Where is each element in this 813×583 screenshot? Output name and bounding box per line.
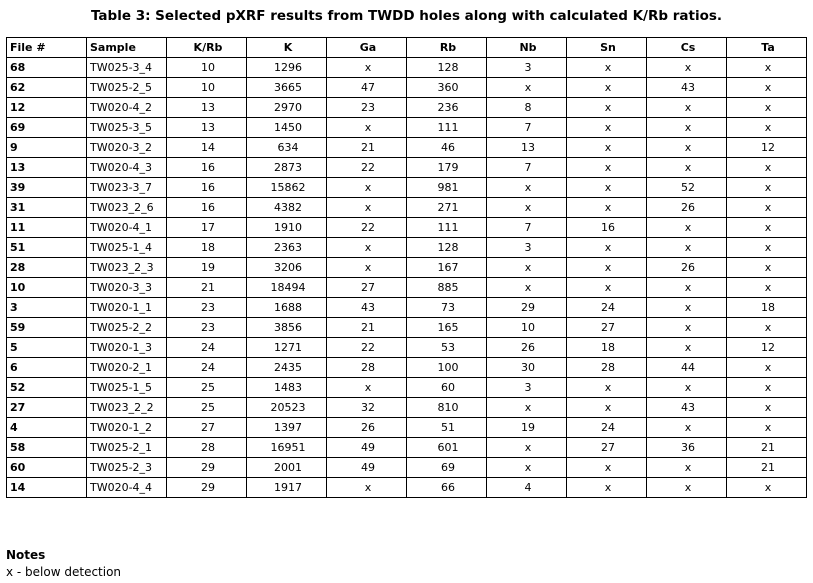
cell-ta: x bbox=[727, 198, 807, 218]
cell-file-number: 39 bbox=[7, 178, 87, 198]
cell-file-number: 59 bbox=[7, 318, 87, 338]
cell-ga: 22 bbox=[327, 338, 407, 358]
cell-sample: TW020-3_3 bbox=[87, 278, 167, 298]
cell-file-number: 3 bbox=[7, 298, 87, 318]
table-row bbox=[7, 438, 807, 458]
column-header-nb: Nb bbox=[487, 38, 567, 58]
cell-sample: TW023_2_3 bbox=[87, 258, 167, 278]
cell-nb: 30 bbox=[487, 358, 567, 378]
cell-k-rb-ratio: 14 bbox=[167, 138, 247, 158]
cell-ta: x bbox=[727, 378, 807, 398]
cell-file-number: 14 bbox=[7, 478, 87, 498]
cell-sn: 16 bbox=[567, 218, 647, 238]
cell-file-number: 10 bbox=[7, 278, 87, 298]
cell-cs: x bbox=[647, 298, 727, 318]
cell-k-rb-ratio: 16 bbox=[167, 198, 247, 218]
cell-nb: 26 bbox=[487, 338, 567, 358]
cell-sn: 24 bbox=[567, 298, 647, 318]
cell-file-number: 11 bbox=[7, 218, 87, 238]
cell-file-number: 5 bbox=[7, 338, 87, 358]
cell-cs: x bbox=[647, 98, 727, 118]
cell-rb: 167 bbox=[407, 258, 487, 278]
table-row bbox=[7, 338, 807, 358]
cell-k: 1450 bbox=[247, 118, 327, 138]
cell-rb: 360 bbox=[407, 78, 487, 98]
cell-sample: TW025-2_3 bbox=[87, 458, 167, 478]
cell-sn: x bbox=[567, 178, 647, 198]
column-header-sample: Sample bbox=[87, 38, 167, 58]
cell-sn: 24 bbox=[567, 418, 647, 438]
cell-k-rb-ratio: 19 bbox=[167, 258, 247, 278]
cell-k-rb-ratio: 27 bbox=[167, 418, 247, 438]
cell-cs: x bbox=[647, 478, 727, 498]
cell-cs: x bbox=[647, 218, 727, 238]
cell-ga: x bbox=[327, 198, 407, 218]
cell-nb: 13 bbox=[487, 138, 567, 158]
cell-k: 2363 bbox=[247, 238, 327, 258]
cell-sample: TW025-3_5 bbox=[87, 118, 167, 138]
table-row bbox=[7, 418, 807, 438]
cell-k: 3665 bbox=[247, 78, 327, 98]
cell-k: 4382 bbox=[247, 198, 327, 218]
cell-ta: x bbox=[727, 178, 807, 198]
cell-sample: TW020-4_2 bbox=[87, 98, 167, 118]
cell-cs: x bbox=[647, 318, 727, 338]
cell-nb: 19 bbox=[487, 418, 567, 438]
cell-rb: 236 bbox=[407, 98, 487, 118]
results-table bbox=[6, 37, 807, 498]
cell-k-rb-ratio: 24 bbox=[167, 358, 247, 378]
cell-sample: TW025-2_2 bbox=[87, 318, 167, 338]
cell-k-rb-ratio: 24 bbox=[167, 338, 247, 358]
column-header-rb: Rb bbox=[407, 38, 487, 58]
notes-heading: Notes bbox=[6, 548, 46, 562]
cell-k: 1296 bbox=[247, 58, 327, 78]
cell-k-rb-ratio: 17 bbox=[167, 218, 247, 238]
cell-sample: TW020-1_1 bbox=[87, 298, 167, 318]
cell-k: 1688 bbox=[247, 298, 327, 318]
cell-ta: x bbox=[727, 418, 807, 438]
cell-ga: x bbox=[327, 58, 407, 78]
cell-file-number: 68 bbox=[7, 58, 87, 78]
cell-rb: 128 bbox=[407, 238, 487, 258]
cell-ta: 21 bbox=[727, 458, 807, 478]
cell-ta: x bbox=[727, 78, 807, 98]
table-row bbox=[7, 178, 807, 198]
cell-file-number: 31 bbox=[7, 198, 87, 218]
cell-sn: x bbox=[567, 138, 647, 158]
cell-ga: 21 bbox=[327, 138, 407, 158]
cell-rb: 981 bbox=[407, 178, 487, 198]
cell-file-number: 51 bbox=[7, 238, 87, 258]
cell-ga: 43 bbox=[327, 298, 407, 318]
cell-k-rb-ratio: 13 bbox=[167, 98, 247, 118]
column-header-k: K bbox=[247, 38, 327, 58]
cell-cs: x bbox=[647, 138, 727, 158]
cell-ga: 28 bbox=[327, 358, 407, 378]
cell-rb: 66 bbox=[407, 478, 487, 498]
cell-ga: 26 bbox=[327, 418, 407, 438]
cell-k-rb-ratio: 25 bbox=[167, 378, 247, 398]
cell-k-rb-ratio: 16 bbox=[167, 158, 247, 178]
cell-sample: TW023-3_7 bbox=[87, 178, 167, 198]
cell-nb: 8 bbox=[487, 98, 567, 118]
cell-sn: x bbox=[567, 158, 647, 178]
cell-ta: 21 bbox=[727, 438, 807, 458]
cell-sample: TW023_2_6 bbox=[87, 198, 167, 218]
cell-ta: x bbox=[727, 158, 807, 178]
cell-sn: x bbox=[567, 398, 647, 418]
cell-k: 1271 bbox=[247, 338, 327, 358]
cell-k-rb-ratio: 29 bbox=[167, 478, 247, 498]
cell-ga: 32 bbox=[327, 398, 407, 418]
cell-sample: TW025-2_5 bbox=[87, 78, 167, 98]
cell-sn: x bbox=[567, 238, 647, 258]
cell-rb: 810 bbox=[407, 398, 487, 418]
cell-k: 3206 bbox=[247, 258, 327, 278]
cell-rb: 60 bbox=[407, 378, 487, 398]
cell-nb: x bbox=[487, 258, 567, 278]
notes-section bbox=[6, 547, 121, 581]
cell-rb: 100 bbox=[407, 358, 487, 378]
cell-sample: TW023_2_2 bbox=[87, 398, 167, 418]
cell-k-rb-ratio: 13 bbox=[167, 118, 247, 138]
cell-k-rb-ratio: 25 bbox=[167, 398, 247, 418]
cell-sn: x bbox=[567, 58, 647, 78]
cell-cs: x bbox=[647, 238, 727, 258]
cell-rb: 271 bbox=[407, 198, 487, 218]
cell-file-number: 60 bbox=[7, 458, 87, 478]
cell-ta: x bbox=[727, 118, 807, 138]
cell-k-rb-ratio: 29 bbox=[167, 458, 247, 478]
cell-sn: x bbox=[567, 458, 647, 478]
cell-rb: 111 bbox=[407, 218, 487, 238]
cell-k: 18494 bbox=[247, 278, 327, 298]
cell-k: 2873 bbox=[247, 158, 327, 178]
cell-file-number: 52 bbox=[7, 378, 87, 398]
table-row bbox=[7, 478, 807, 498]
cell-rb: 53 bbox=[407, 338, 487, 358]
table-row bbox=[7, 378, 807, 398]
cell-sn: x bbox=[567, 118, 647, 138]
cell-k-rb-ratio: 23 bbox=[167, 298, 247, 318]
cell-nb: 4 bbox=[487, 478, 567, 498]
cell-rb: 165 bbox=[407, 318, 487, 338]
cell-ga: 49 bbox=[327, 458, 407, 478]
cell-nb: 29 bbox=[487, 298, 567, 318]
table-row bbox=[7, 458, 807, 478]
cell-k: 15862 bbox=[247, 178, 327, 198]
cell-cs: 36 bbox=[647, 438, 727, 458]
cell-ta: x bbox=[727, 278, 807, 298]
cell-ta: 18 bbox=[727, 298, 807, 318]
cell-ta: x bbox=[727, 98, 807, 118]
cell-nb: x bbox=[487, 458, 567, 478]
cell-ga: x bbox=[327, 238, 407, 258]
table-row bbox=[7, 98, 807, 118]
cell-sn: x bbox=[567, 478, 647, 498]
cell-nb: x bbox=[487, 178, 567, 198]
cell-file-number: 12 bbox=[7, 98, 87, 118]
cell-ga: x bbox=[327, 178, 407, 198]
column-header-ga: Ga bbox=[327, 38, 407, 58]
cell-sn: x bbox=[567, 258, 647, 278]
cell-ta: x bbox=[727, 318, 807, 338]
cell-k: 2435 bbox=[247, 358, 327, 378]
cell-sn: x bbox=[567, 278, 647, 298]
table-row bbox=[7, 298, 807, 318]
cell-file-number: 62 bbox=[7, 78, 87, 98]
cell-k: 1910 bbox=[247, 218, 327, 238]
cell-k: 2001 bbox=[247, 458, 327, 478]
table-row bbox=[7, 58, 807, 78]
cell-k: 1917 bbox=[247, 478, 327, 498]
cell-ga: x bbox=[327, 478, 407, 498]
cell-sample: TW025-3_4 bbox=[87, 58, 167, 78]
cell-sn: 27 bbox=[567, 438, 647, 458]
cell-ta: x bbox=[727, 358, 807, 378]
cell-file-number: 28 bbox=[7, 258, 87, 278]
cell-file-number: 58 bbox=[7, 438, 87, 458]
cell-cs: 52 bbox=[647, 178, 727, 198]
cell-sn: 18 bbox=[567, 338, 647, 358]
cell-sn: x bbox=[567, 78, 647, 98]
cell-ga: x bbox=[327, 258, 407, 278]
cell-rb: 179 bbox=[407, 158, 487, 178]
cell-cs: 44 bbox=[647, 358, 727, 378]
cell-sn: x bbox=[567, 198, 647, 218]
cell-ta: x bbox=[727, 58, 807, 78]
cell-nb: 10 bbox=[487, 318, 567, 338]
cell-k: 3856 bbox=[247, 318, 327, 338]
cell-cs: 43 bbox=[647, 78, 727, 98]
cell-rb: 73 bbox=[407, 298, 487, 318]
cell-nb: 3 bbox=[487, 238, 567, 258]
cell-rb: 128 bbox=[407, 58, 487, 78]
table-title: Table 3: Selected pXRF results from TWDD holes along with calculated K/Rb ratios. bbox=[90, 8, 723, 24]
table-row bbox=[7, 158, 807, 178]
cell-nb: 3 bbox=[487, 378, 567, 398]
cell-nb: x bbox=[487, 398, 567, 418]
table-row bbox=[7, 238, 807, 258]
cell-k: 2970 bbox=[247, 98, 327, 118]
cell-k: 1483 bbox=[247, 378, 327, 398]
cell-rb: 601 bbox=[407, 438, 487, 458]
cell-k: 16951 bbox=[247, 438, 327, 458]
cell-sample: TW020-4_4 bbox=[87, 478, 167, 498]
column-header-ta: Ta bbox=[727, 38, 807, 58]
cell-ga: 49 bbox=[327, 438, 407, 458]
cell-rb: 111 bbox=[407, 118, 487, 138]
cell-ta: x bbox=[727, 478, 807, 498]
table-body bbox=[7, 58, 807, 498]
cell-ga: 22 bbox=[327, 218, 407, 238]
cell-cs: x bbox=[647, 378, 727, 398]
cell-sample: TW020-3_2 bbox=[87, 138, 167, 158]
table-row bbox=[7, 218, 807, 238]
cell-rb: 51 bbox=[407, 418, 487, 438]
cell-ta: x bbox=[727, 398, 807, 418]
table-row bbox=[7, 358, 807, 378]
cell-nb: x bbox=[487, 78, 567, 98]
cell-sn: x bbox=[567, 98, 647, 118]
column-header-k-rb-ratio: K/Rb bbox=[167, 38, 247, 58]
cell-ta: x bbox=[727, 238, 807, 258]
cell-cs: x bbox=[647, 278, 727, 298]
cell-cs: 26 bbox=[647, 258, 727, 278]
cell-file-number: 69 bbox=[7, 118, 87, 138]
table-row bbox=[7, 318, 807, 338]
table-row bbox=[7, 278, 807, 298]
table-row bbox=[7, 398, 807, 418]
cell-sample: TW020-4_1 bbox=[87, 218, 167, 238]
cell-k-rb-ratio: 28 bbox=[167, 438, 247, 458]
cell-cs: x bbox=[647, 458, 727, 478]
cell-cs: x bbox=[647, 158, 727, 178]
cell-k-rb-ratio: 16 bbox=[167, 178, 247, 198]
cell-ga: x bbox=[327, 118, 407, 138]
cell-sample: TW020-1_3 bbox=[87, 338, 167, 358]
cell-cs: x bbox=[647, 58, 727, 78]
cell-ta: x bbox=[727, 258, 807, 278]
cell-ga: 21 bbox=[327, 318, 407, 338]
cell-cs: x bbox=[647, 418, 727, 438]
cell-file-number: 4 bbox=[7, 418, 87, 438]
cell-ta: 12 bbox=[727, 138, 807, 158]
table-row bbox=[7, 198, 807, 218]
header-row bbox=[7, 38, 807, 58]
cell-ta: 12 bbox=[727, 338, 807, 358]
column-header-sn: Sn bbox=[567, 38, 647, 58]
cell-cs: x bbox=[647, 338, 727, 358]
cell-ga: 27 bbox=[327, 278, 407, 298]
cell-cs: 26 bbox=[647, 198, 727, 218]
cell-sample: TW020-1_2 bbox=[87, 418, 167, 438]
cell-file-number: 13 bbox=[7, 158, 87, 178]
cell-sample: TW025-1_4 bbox=[87, 238, 167, 258]
cell-sn: 27 bbox=[567, 318, 647, 338]
cell-nb: 7 bbox=[487, 158, 567, 178]
cell-k-rb-ratio: 21 bbox=[167, 278, 247, 298]
cell-k-rb-ratio: 23 bbox=[167, 318, 247, 338]
table-row bbox=[7, 138, 807, 158]
cell-sample: TW020-4_3 bbox=[87, 158, 167, 178]
cell-rb: 46 bbox=[407, 138, 487, 158]
cell-k: 20523 bbox=[247, 398, 327, 418]
cell-sn: x bbox=[567, 378, 647, 398]
cell-k: 1397 bbox=[247, 418, 327, 438]
cell-nb: x bbox=[487, 278, 567, 298]
cell-file-number: 27 bbox=[7, 398, 87, 418]
cell-nb: x bbox=[487, 438, 567, 458]
cell-file-number: 9 bbox=[7, 138, 87, 158]
cell-sample: TW025-1_5 bbox=[87, 378, 167, 398]
cell-sample: TW025-2_1 bbox=[87, 438, 167, 458]
cell-nb: 7 bbox=[487, 118, 567, 138]
column-header-cs: Cs bbox=[647, 38, 727, 58]
column-header-file-number: File # bbox=[7, 38, 87, 58]
cell-k-rb-ratio: 18 bbox=[167, 238, 247, 258]
cell-k-rb-ratio: 10 bbox=[167, 78, 247, 98]
cell-sample: TW020-2_1 bbox=[87, 358, 167, 378]
table-row bbox=[7, 118, 807, 138]
cell-rb: 69 bbox=[407, 458, 487, 478]
cell-rb: 885 bbox=[407, 278, 487, 298]
cell-ta: x bbox=[727, 218, 807, 238]
cell-nb: 7 bbox=[487, 218, 567, 238]
table-row bbox=[7, 78, 807, 98]
cell-ga: 47 bbox=[327, 78, 407, 98]
cell-k: 634 bbox=[247, 138, 327, 158]
cell-k-rb-ratio: 10 bbox=[167, 58, 247, 78]
cell-cs: 43 bbox=[647, 398, 727, 418]
cell-ga: x bbox=[327, 378, 407, 398]
cell-nb: 3 bbox=[487, 58, 567, 78]
notes-line: x - below detection bbox=[6, 565, 122, 579]
cell-file-number: 6 bbox=[7, 358, 87, 378]
cell-nb: x bbox=[487, 198, 567, 218]
cell-ga: 23 bbox=[327, 98, 407, 118]
table-row bbox=[7, 258, 807, 278]
cell-sn: 28 bbox=[567, 358, 647, 378]
cell-cs: x bbox=[647, 118, 727, 138]
cell-ga: 22 bbox=[327, 158, 407, 178]
